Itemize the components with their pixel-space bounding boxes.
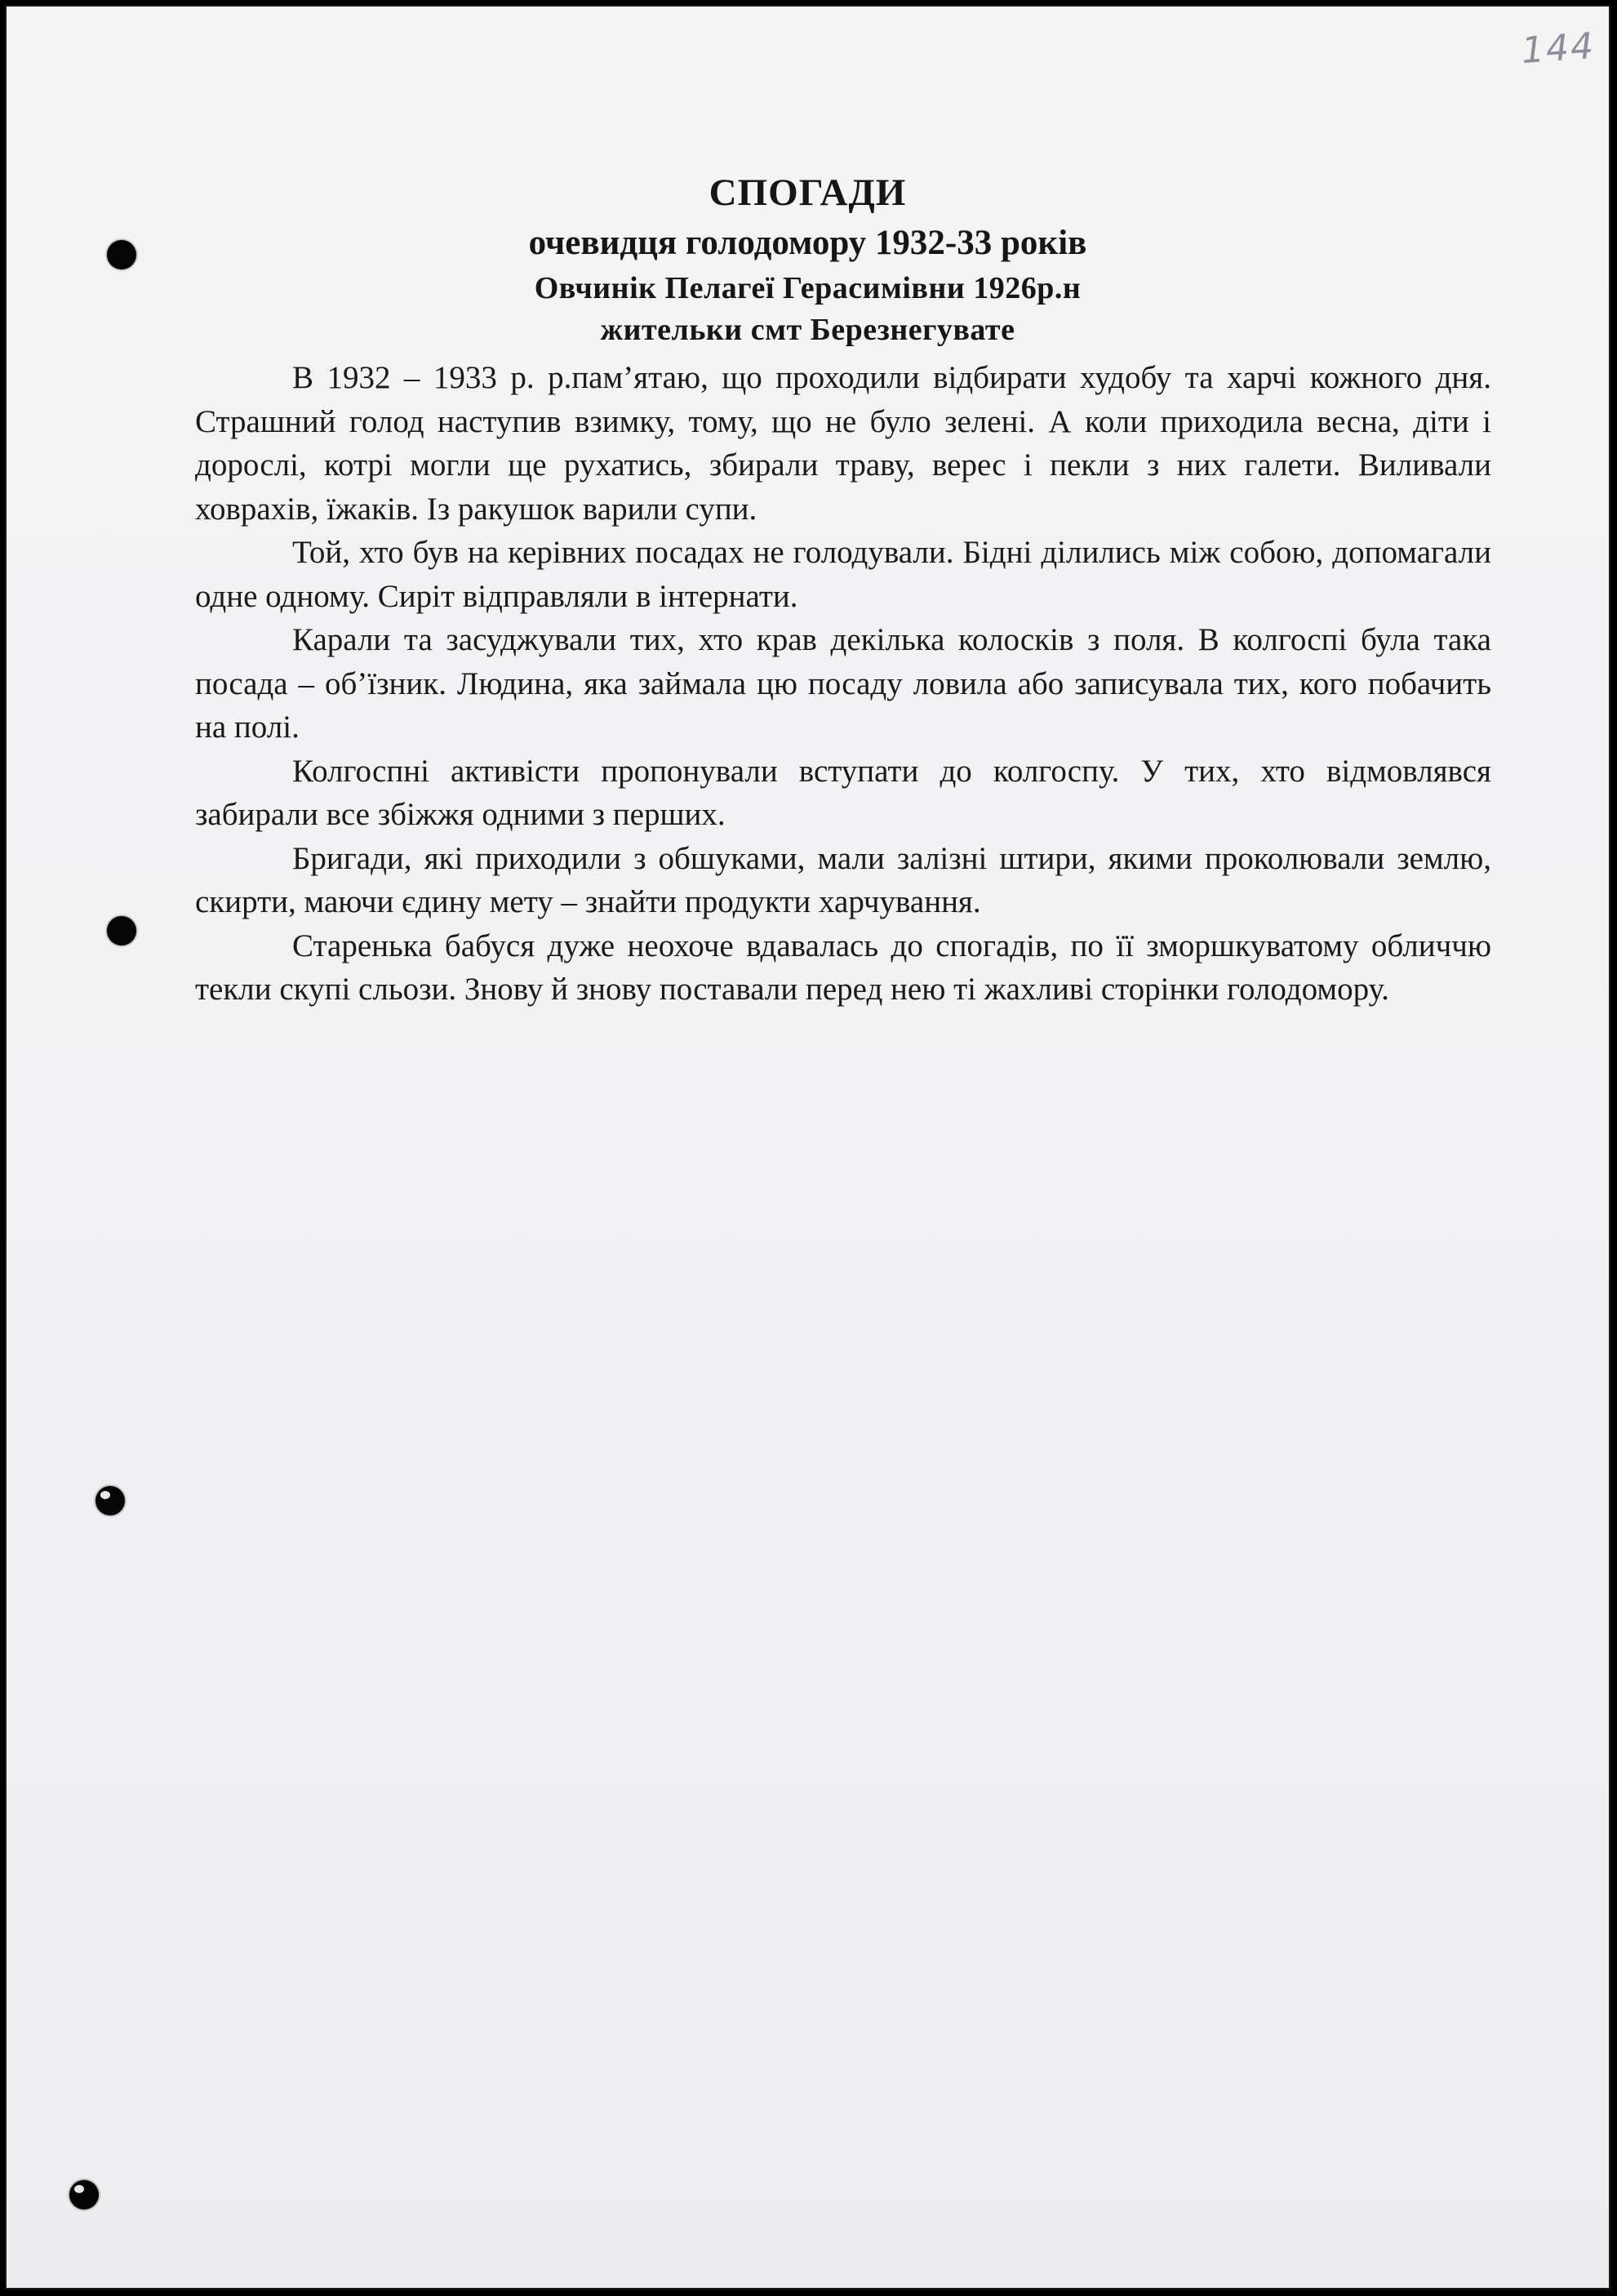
witness-name: Овчинік Пелагеї Герасимівни 1926р.н bbox=[534, 271, 1082, 305]
paragraph: Карали та засуджували тих, хто крав декілька колосків з поля. В колгоспі була така посада – об’їзник. Людина, яка займала цю посаду ловила або записувала тих, кого побачить на полі. bbox=[195, 622, 1491, 745]
document-body bbox=[195, 356, 1491, 1012]
document-subtitle: очевидця голодомору 1932-33 років bbox=[528, 224, 1087, 262]
paragraph: Колгоспні активісти пропонували вступати до колгоспу. У тих, хто відмовлявся забирали все збіжжя одними з перших. bbox=[195, 753, 1491, 832]
document-header bbox=[7, 167, 1609, 351]
paragraph: Старенька бабуся дуже неохоче вдавалась до спогадів, по її зморшкуватому обличчю текли скупі сльози. Знову й знову поставали перед нею ті жахливі сторінки голодомору. bbox=[195, 928, 1491, 1007]
paragraph: В 1932 – 1933 р. р.пам’ятаю, що проходили відбирати худобу та харчі кожного дня. Страшний голод наступив взимку, тому, що не було зелені. А коли приходила весна, діти і дорослі, котрі могли ще рухатись, збирали траву, верес і пекли з них галети. Виливали ховрахів, їжаків. Із ракушок варили супи. bbox=[195, 360, 1491, 527]
document-page bbox=[5, 5, 1610, 2289]
witness-residence: жительки смт Березнегувате bbox=[600, 313, 1015, 347]
paragraph: Бригади, які приходили з обшуками, мали залізні штири, якими проколювали землю, скирти, маючи єдину мету – знайти продукти харчування. bbox=[195, 840, 1491, 919]
punch-hole bbox=[69, 2180, 99, 2209]
punch-hole bbox=[96, 1486, 125, 1515]
document-title: СПОГАДИ bbox=[709, 171, 907, 214]
paragraph: Той, хто був на керівних посадах не голодували. Бідні ділились між собою, допомагали одне одному. Сиріт відправляли в інтернати. bbox=[195, 535, 1491, 614]
handwritten-page-number: 144 bbox=[1520, 24, 1597, 73]
punch-hole bbox=[107, 916, 136, 946]
